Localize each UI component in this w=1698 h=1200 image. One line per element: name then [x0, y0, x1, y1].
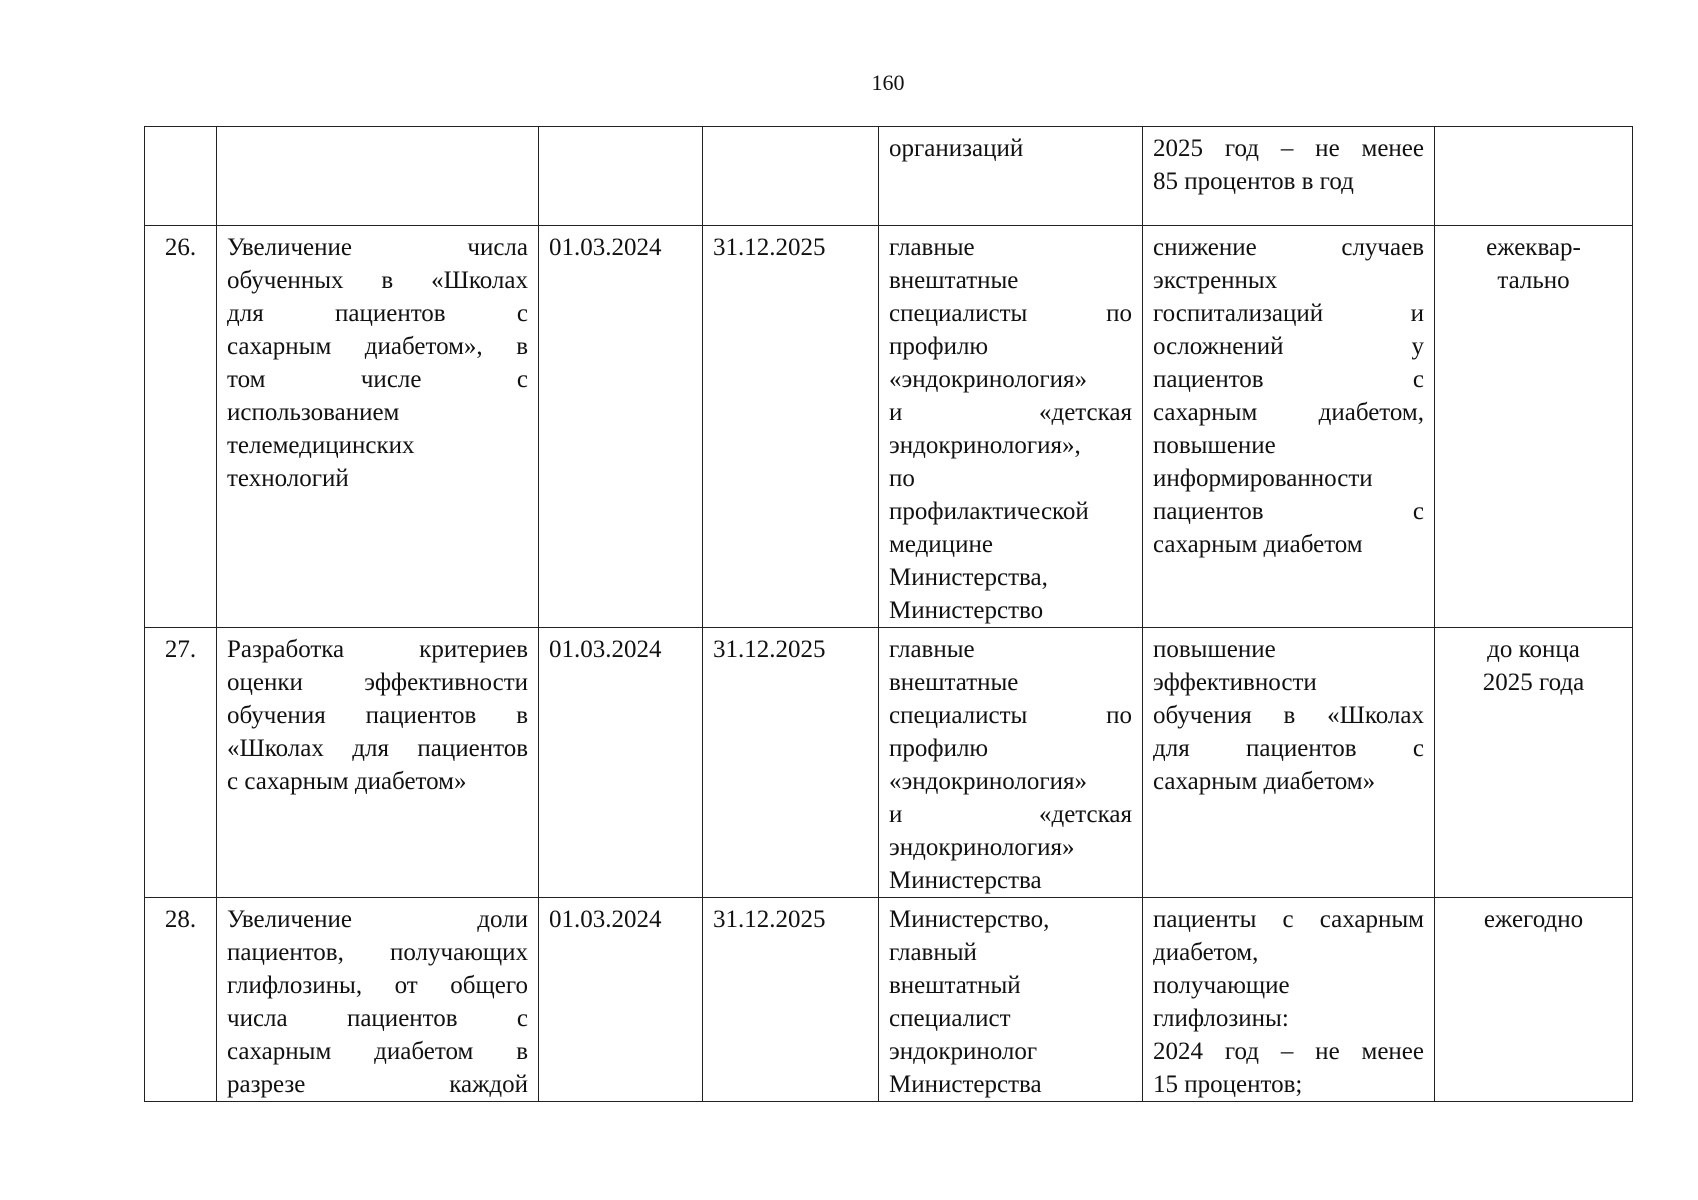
- cell-text-line: главные: [889, 234, 975, 261]
- measure-name-cell: [217, 226, 539, 628]
- cell-text-line: телемедицинских: [227, 432, 415, 459]
- cell-text-line: сахарным диабетом»: [1153, 768, 1376, 795]
- cell-text-line: осложнений у: [1153, 333, 1424, 360]
- start-date-cell: 01.03.2024: [539, 898, 703, 1102]
- result-cell: [1143, 628, 1435, 898]
- end-date-cell: 31.12.2025: [703, 628, 879, 898]
- measure-name-cell: [217, 628, 539, 898]
- cell-text-line: «эндокринология»: [889, 768, 1088, 795]
- cell-text-line: главные: [889, 636, 975, 663]
- row-number-cell: [145, 127, 217, 226]
- cell-text-line: Министерства,: [889, 564, 1048, 591]
- cell-text-line: Увеличение числа: [227, 234, 528, 261]
- start-date-cell: 01.03.2024: [539, 628, 703, 898]
- cell-text-line: главный: [889, 939, 977, 966]
- end-date-cell: 31.12.2025: [703, 898, 879, 1102]
- measure-name-cell: [217, 127, 539, 226]
- cell-text-line: снижение случаев: [1153, 234, 1424, 261]
- cell-text-line: для пациентов с: [1153, 735, 1424, 762]
- frequency-cell: [1435, 226, 1633, 628]
- cell-text-line: пациентов с: [1153, 366, 1424, 393]
- cell-text-line: ежегодно: [1483, 906, 1584, 933]
- cell-text-line: обученных в «Школах: [227, 267, 528, 294]
- cell-text-line: диабетом,: [1153, 939, 1259, 966]
- row-number-cell: 27.: [145, 628, 217, 898]
- cell-text-line: специалист: [889, 1005, 1011, 1032]
- cell-text-line: организаций: [889, 135, 1024, 162]
- cell-text-line: Разработка критериев: [227, 636, 528, 663]
- responsible-cell: [879, 628, 1143, 898]
- cell-text-line: по: [889, 465, 915, 492]
- measure-name-cell: [217, 898, 539, 1102]
- result-cell: [1143, 898, 1435, 1102]
- cell-text-line: разрезе каждой: [227, 1071, 528, 1098]
- cell-text-line: Министерства: [889, 867, 1042, 894]
- page-number: 160: [871, 70, 905, 95]
- cell-text-line: и «детская: [889, 801, 1132, 828]
- cell-text-line: числа пациентов с: [227, 1005, 528, 1032]
- end-date-cell: [703, 127, 879, 226]
- cell-text-line: повышение: [1153, 636, 1276, 663]
- frequency-cell: [1435, 898, 1633, 1102]
- cell-text-line: «Школах для пациентов: [227, 735, 528, 762]
- cell-text-line: информированности: [1153, 465, 1373, 492]
- cell-text-line: 85 процентов в год: [1153, 168, 1354, 195]
- frequency-cell: [1435, 127, 1633, 226]
- cell-text-line: получающие: [1153, 972, 1290, 999]
- cell-text-line: Министерство: [889, 597, 1044, 624]
- cell-text-line: сахарным диабетом в: [227, 1038, 528, 1065]
- cell-text-line: сахарным диабетом,: [1153, 399, 1424, 426]
- cell-text-line: сахарным диабетом», в: [227, 333, 528, 360]
- cell-text-line: эндокринолог: [889, 1038, 1038, 1065]
- cell-text-line: 2025 год – не менее: [1153, 135, 1424, 162]
- cell-text-line: сахарным диабетом: [1153, 531, 1363, 558]
- cell-text-line: тально: [1497, 267, 1570, 294]
- start-date-cell: [539, 127, 703, 226]
- row-number-cell: 28.: [145, 898, 217, 1102]
- cell-text-line: внештатный: [889, 972, 1021, 999]
- cell-text-line: профилю: [889, 735, 989, 762]
- cell-text-line: госпитализаций и: [1153, 300, 1424, 327]
- cell-text-line: «эндокринология»: [889, 366, 1088, 393]
- cell-text-line: обучения пациентов в: [227, 702, 528, 729]
- cell-text-line: Увеличение доли: [227, 906, 528, 933]
- cell-text-line: медицине: [889, 531, 993, 558]
- cell-text-line: пациентов с: [1153, 498, 1424, 525]
- cell-text-line: до конца: [1487, 636, 1580, 663]
- row-number-cell: 26.: [145, 226, 217, 628]
- cell-text-line: с сахарным диабетом»: [227, 768, 467, 795]
- cell-text-line: 2025 года: [1482, 669, 1585, 696]
- table-row: [145, 226, 1633, 628]
- cell-text-line: эндокринология»,: [889, 432, 1081, 459]
- cell-text-line: пациенты с сахарным: [1153, 906, 1424, 933]
- responsible-cell: [879, 226, 1143, 628]
- cell-text-line: для пациентов с: [227, 300, 528, 327]
- cell-text-line: технологий: [227, 465, 349, 492]
- cell-text-line: глифлозины:: [1153, 1005, 1289, 1032]
- cell-text-line: пациентов, получающих: [227, 939, 528, 966]
- end-date-cell: 31.12.2025: [703, 226, 879, 628]
- cell-text-line: ежеквар-: [1486, 234, 1581, 261]
- cell-text-line: специалисты по: [889, 702, 1132, 729]
- measures-table: [144, 126, 1633, 1102]
- table-row: [145, 628, 1633, 898]
- cell-text-line: внештатные: [889, 669, 1019, 696]
- cell-text-line: повышение: [1153, 432, 1276, 459]
- cell-text-line: глифлозины, от общего: [227, 972, 528, 999]
- cell-text-line: том числе с: [227, 366, 528, 393]
- start-date-cell: 01.03.2024: [539, 226, 703, 628]
- cell-text-line: оценки эффективности: [227, 669, 528, 696]
- table-row: [145, 127, 1633, 226]
- responsible-cell: [879, 127, 1143, 226]
- cell-text-line: внештатные: [889, 267, 1019, 294]
- cell-text-line: использованием: [227, 399, 400, 426]
- frequency-cell: [1435, 628, 1633, 898]
- cell-text-line: профилю: [889, 333, 989, 360]
- cell-text-line: 2024 год – не менее: [1153, 1038, 1424, 1065]
- cell-text-line: эффективности: [1153, 669, 1317, 696]
- cell-text-line: Министерства: [889, 1071, 1042, 1098]
- result-cell: [1143, 127, 1435, 226]
- result-cell: [1143, 226, 1435, 628]
- cell-text-line: Министерство,: [889, 906, 1050, 933]
- cell-text-line: эндокринология»: [889, 834, 1075, 861]
- cell-text-line: и «детская: [889, 399, 1132, 426]
- table-row: [145, 898, 1633, 1102]
- cell-text-line: обучения в «Школах: [1153, 702, 1424, 729]
- cell-text-line: экстренных: [1153, 267, 1278, 294]
- cell-text-line: 15 процентов;: [1153, 1071, 1303, 1098]
- cell-text-line: специалисты по: [889, 300, 1132, 327]
- cell-text-line: профилактической: [889, 498, 1089, 525]
- responsible-cell: [879, 898, 1143, 1102]
